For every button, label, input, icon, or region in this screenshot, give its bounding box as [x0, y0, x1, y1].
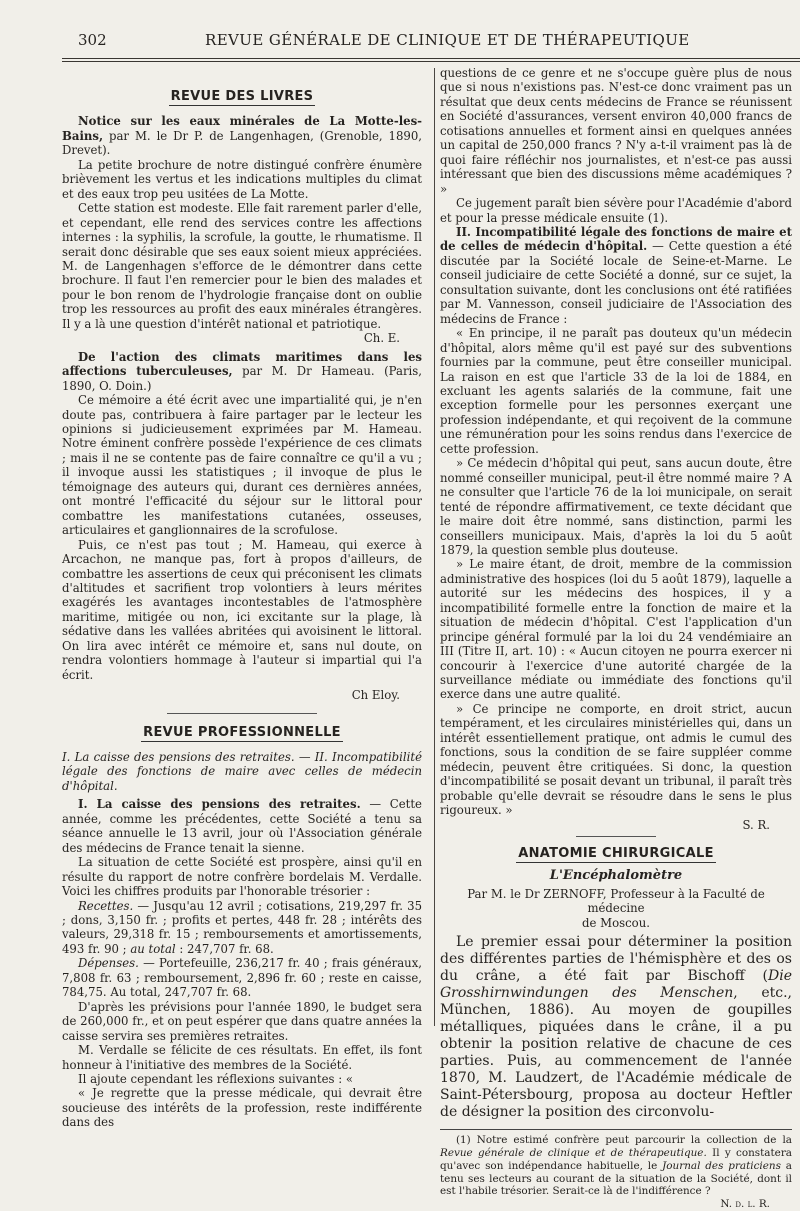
section-heading-professionnelle: REVUE PROFESSIONNELLE [62, 726, 422, 742]
quote-paragraph: » Ce principe ne comporte, en droit strict, aucun tempérament, et les circulaires ministérielles qui, dans un intérêt essentiellement pratique, ont admis le cumul des fonctions, sous la condition de se faire suppléer comme médecin, peuvent être critiquées. Si donc, la question d'incompatibilité se posait devant un tribunal, il paraît très probable qu'elle devrait se résoudre dans le sens le plus rigoureux. » [440, 701, 792, 818]
page-header [0, 0, 800, 62]
pro-paragraph: La situation de cette Société est prospère, ainsi qu'il en résulte du rapport de notre confrère bordelais M. Verdalle. Voici les chiffres produits par l'honorable trésorier : [62, 855, 422, 899]
pro-paragraph: « Je regrette que la presse médicale, qui devrait être soucieuse des intérêts de la profession, reste indifférente dans des [62, 1086, 422, 1130]
running-title: REVUE GÉNÉRALE DE CLINIQUE ET DE THÉRAPEUTIQUE [205, 31, 690, 49]
pro-paragraph: Il ajoute cependant les réflexions suivantes : « [78, 1072, 354, 1086]
section-heading-livres: REVUE DES LIVRES [62, 90, 422, 106]
footnote-rule [440, 1129, 792, 1130]
review2-signature: Ch Eloy. [351, 688, 400, 703]
article-byline: Par M. le Dr ZERNOFF, Professeur à la Faculté de médecine [467, 886, 765, 916]
review2-paragraph: Puis, ce n'est pas tout ; M. Hameau, qui exerce à Arcachon, ne manque pas, fort à propos d'ailleurs, de combattre les assertions de ceux qui préconisent les climats d'altitudes et sacrifient trop volontiers à leurs mérites exagérés les avantages incontestables de l'atmosphère maritime, mitigée ou non, ici excitante sur la plage, là sédative dans les vallées abritées qui avoisinent le littoral. On lira avec intérêt ce mémoire et, sans nul doute, on rendra volontiers hommage à l'auteur si impartial qui l'a écrit. [62, 537, 422, 682]
depenses-paragraph: Dépenses. — Portefeuille, 236,217 fr. 40 ; frais généraux, 7,808 fr. 63 ; remboursement, 2,896 fr. 60 ; reste en caisse, 784,75. Au total, 247,707 fr. 68. [62, 956, 422, 1000]
section-separator [576, 836, 656, 837]
continued-paragraph: questions de ce genre et ne s'occupe guère plus de nous que si nous n'existions pas. N'est-ce donc vraiment pas un résultat que deux cents médecins de France se réunissent en Société d'assurances, versent environ 40,000 francs de cotisations annuelles et forment ainsi en quelques années un capital de 250,000 francs ? N'y a-t-il vraiment pas là de quoi faire réfléchir nos journalistes, et n'est-ce pas aussi intéressant que bien des discussions même académiques ? » [440, 66, 792, 196]
review2-paragraph: Ce mémoire a été écrit avec une impartialité qui, je n'en doute pas, contribuera à faire partager par le lecteur les opinions si judicieusement exprimées par M. Hameau. Notre éminent confrère possède l'expérience de ces climats ; mais il ne se contente pas de faire connaître ce qu'il a vu ; il invoque aussi les statistiques ; il invoque de plus le témoignage des auteurs qui, durant ces dernières années, ont montré l'efficacité du séjour sur le littoral pour combattre les manifestations cutanées, osseuses, articulaires et ganglionnaires de la scrofulose. [62, 393, 422, 538]
article-byline-location: de Moscou. [582, 915, 650, 930]
footnote: (1) Notre estimé confrère peut parcourir la collection de la Revue générale de clinique et de thérapeutique. Il y constatera qu'avec son indépendance habituelle, le Journal des praticiens a tenu ses lecteurs au courant de la situation de la Société, dont il est l'habile trésorier. Serait-ce là de l'indifférence ? [440, 1134, 792, 1198]
footnote-signature: N. d. l. R. [720, 1198, 770, 1211]
article-subtitle: L'Encéphalomètre [549, 868, 683, 884]
header-rule [62, 58, 800, 59]
review1-signature: Ch. E. [363, 331, 400, 346]
article-body: Le premier essai pour déterminer la position des différentes parties de l'hémisphère et des os du crâne, a été fait par Bischoff (Die Grosshirnwindungen des Menschen, etc., München, 1886). Au moyen de goupilles métalliques, piquées dans le crâne, il a pu obtenir la position relative de chacune de ces parties. Puis, au commencement de l'année 1870, M. Laudzert, de l'Académie médicale de Saint-Pétersbourg, proposa au docteur Heftler de désigner la position des circonvolu- [440, 934, 792, 1121]
section-ii-heading: II. Incompatibilité légale des fonctions de maire et de celles de médecin d'hôpital. — Cette question a été discutée par la Société locale de Seine-et-Marne. Le conseil judiciaire de cette Société a donné, sur ce sujet, la consultation suivante, dont les conclusions ont été ratifiées par M. Vannesson, conseil judiciaire de l'Association des médecins de France : [440, 224, 792, 326]
right-column [440, 66, 792, 1211]
section-summary: I. La caisse des pensions des retraites. — II. Incompatibilité légale des fonctions de maire avec celles de médecin d'hôpital. [62, 750, 422, 793]
page-number: 302 [78, 31, 107, 49]
pro-paragraph: M. Verdalle se félicite de ces résultats. En effet, ils font honneur à l'initiative des membres de la Société. [62, 1043, 422, 1072]
pro-paragraph: I. La caisse des pensions des retraites. — Cette année, comme les précédentes, cette Société a tenu sa séance annuelle le 13 avril, jour où l'Association générale des médecins de France tenait la sienne. [62, 797, 422, 855]
review2-heading: De l'action des climats maritimes dans les affections tuberculeuses, par M. Dr Hameau. (Paris, 1890, O. Doin.) [62, 349, 422, 393]
quote-paragraph: » Ce médecin d'hôpital qui peut, sans aucun doute, être nommé conseiller municipal, peut-il être nommé maire ? A ne consulter que l'article 76 de la loi municipale, on serait tenté de répondre affirmativement, ce texte décidant que le maire doit être nommé, sans distinction, parmi les conseillers municipaux. Mais, d'après la loi du 5 août 1879, la question semble plus douteuse. [440, 456, 792, 557]
quote-paragraph: « En principe, il ne paraît pas douteux qu'un médecin d'hôpital, alors même qu'il est payé sur des subventions fournies par la commune, peut être conseiller municipal. La raison en est que l'article 33 de la loi de 1884, en excluant les agents salariés de la commune, fait une exception formelle pour les personnes exerçant une profession indépendante, et qui reçoivent de la commune une rémunération pour les soins rendus dans l'exercice de cette profession. [440, 326, 792, 456]
quote-paragraph: » Le maire étant, de droit, membre de la commission administrative des hospices (loi du 5 août 1879), laquelle a autorité sur les médecins des hospices, il y a incompatibilité formelle entre la fonction de maire et la situation de médecin d'hôpital. C'est l'application d'un principe général formulé par la loi du 24 vendémiaire an III (Titre II, art. 10) : « Aucun citoyen ne pourra exercer ni concourir à l'exercice d'une autorité chargée de la surveillance médiate ou immédiate des fonctions qu'il exerce dans une autre qualité. [440, 557, 792, 702]
review1-paragraph: La petite brochure de notre distingué confrère énumère brièvement les vertus et les indications multiples du climat et des eaux trop peu usitées de La Motte. [62, 157, 422, 201]
left-column [62, 66, 422, 1130]
section-signature: S. R. [742, 817, 770, 832]
body-paragraph: Ce jugement paraît bien sévère pour l'Académie d'abord et pour la presse médicale ensuite (1). [440, 196, 792, 225]
pro-paragraph: D'après les prévisions pour l'année 1890, le budget sera de 260,000 fr., et on peut espérer que dans quatre années la caisse servira ses premières retraites. [62, 999, 422, 1043]
header-rule-thin [62, 61, 800, 62]
review1-heading: Notice sur les eaux minérales de La Motte-les-Bains, par M. le Dr P. de Langenhagen, (Grenoble, 1890, Drevet). [62, 114, 422, 158]
recettes-paragraph: Recettes. — Jusqu'au 12 avril ; cotisations, 219,297 fr. 35 ; dons, 3,150 fr. ; profits et pertes, 448 fr. 28 ; intérêts des valeurs, 29,318 fr. 15 ; remboursements et amortissements, 493 fr. 90 ; au total : 247,707 fr. 68. [62, 898, 422, 956]
section-heading-anatomie: ANATOMIE CHIRURGICALE [440, 847, 792, 863]
review1-paragraph: Cette station est modeste. Elle fait rarement parler d'elle, et cependant, elle rend des services contre les affections internes : la syphilis, la scrofule, la goutte, le rhumatisme. Il serait donc désirable que ses eaux soient mieux appréciées. M. de Langenhagen s'efforce de le démontrer dans cette brochure. Il faut l'en remercier pour le bien des malades et pour le bon renom de l'hydrologie française dont on oublie trop les ressources au profit des eaux minérales étrangères. Il y a là une question d'intérêt national et patriotique. [62, 201, 422, 331]
section-separator [167, 713, 317, 714]
column-divider [434, 68, 435, 1026]
